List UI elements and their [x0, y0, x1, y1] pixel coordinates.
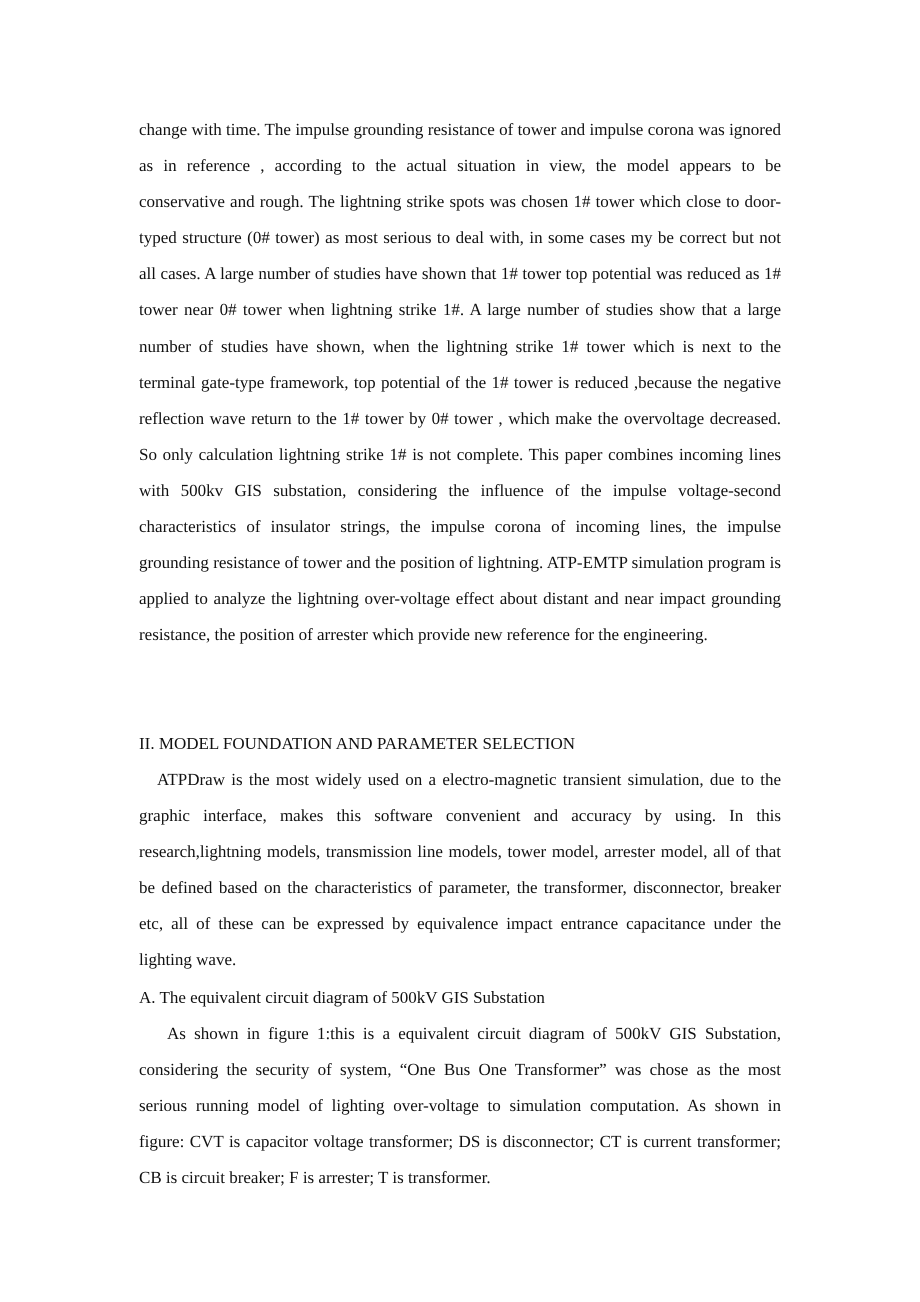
- paragraph-circuit-diagram: [139, 1016, 781, 1196]
- body-paragraph: change with time. The impulse grounding resistance of tower and impulse corona was ignored as in reference , according to the actual situation in view, the model appears to be conservative and rough. The lightning strike spots was chosen 1# tower which close to door-typed structure (0# tower) as most serious to deal with, in some cases my be correct but not all cases. A large number of studies have shown that 1# tower top potential was reduced as 1# tower near 0# tower when lightning strike 1#. A large number of studies show that a large number of studies have shown, when the lightning strike 1# tower which is next to the terminal gate-type framework, top potential of the 1# tower is reduced ,because the negative reflection wave return to the 1# tower by 0# tower , which make the overvoltage decreased. So only calculation lightning strike 1# is not complete. This paper combines incoming lines with 500kv GIS substation, considering the influence of the impulse voltage-second characteristics of insulator strings, the impulse corona of incoming lines, the impulse grounding resistance of tower and the position of lightning. ATP-EMTP simulation program is applied to analyze the lightning over-voltage effect about distant and near impact grounding resistance, the position of arrester which provide new reference for the engineering.: [139, 120, 781, 645]
- section-heading: II. MODEL FOUNDATION AND PARAMETER SELECTION: [139, 734, 576, 753]
- subsection-heading-container: [139, 980, 545, 1016]
- section-heading-container: [139, 726, 575, 762]
- body-paragraph: As shown in figure 1:this is a equivalent circuit diagram of 500kV GIS Substation, considering the security of system, “One Bus One Transformer” was chose as the most serious running model of lighting over-voltage to simulation computation. As shown in figure: CVT is capacitor voltage transformer; DS is disconnector; CT is current transformer; CB is circuit breaker; F is arrester; T is transformer.: [139, 1024, 781, 1188]
- paragraph-atpdraw: [139, 762, 781, 979]
- body-paragraph: ATPDraw is the most widely used on a electro-magnetic transient simulation, due to the graphic interface, makes this software convenient and accuracy by using. In this research,lightning models, transmission line models, tower model, arrester model, all of that be defined based on the characteristics of parameter, the transformer, disconnector, breaker etc, all of these can be expressed by equivalence impact entrance capacitance under the lighting wave.: [139, 770, 781, 970]
- subsection-heading: A. The equivalent circuit diagram of 500kV GIS Substation: [139, 988, 545, 1007]
- paragraph-continuation: [139, 112, 781, 653]
